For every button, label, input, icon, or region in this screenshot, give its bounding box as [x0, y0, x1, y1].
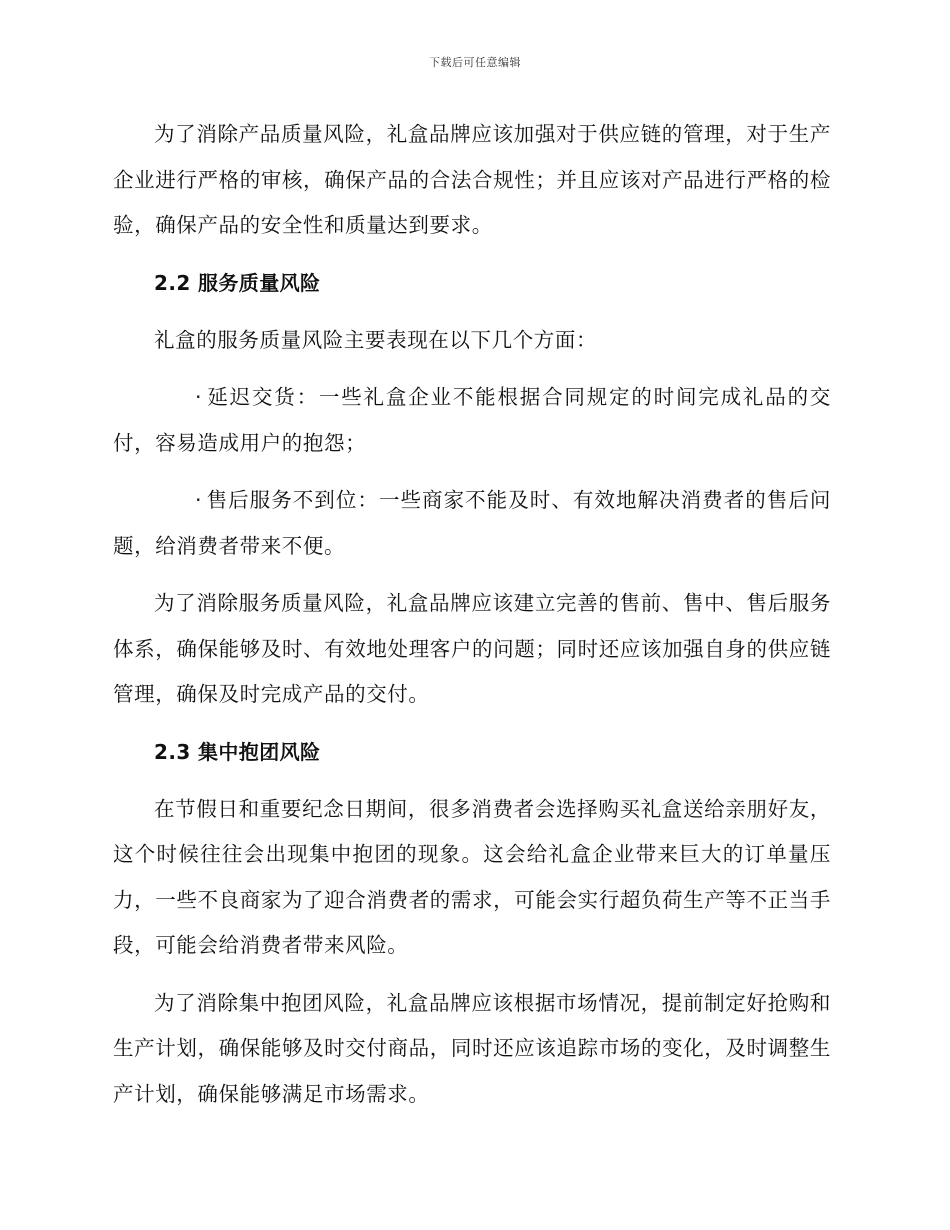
- document-body: [113, 112, 831, 1129]
- paragraph-service-risk-intro: 礼盒的服务质量风险主要表现在以下几个方面：: [154, 327, 598, 352]
- bullet-text: 延迟交货：一些礼盒企业不能根据合同规定的时间完成礼品的交付，容易造成用户的抱怨；: [113, 385, 831, 455]
- bullet-text: 售后服务不到位：一些商家不能及时、有效地解决消费者的售后问题，给消费者带来不便。: [113, 488, 831, 558]
- bullet-dot: ·: [195, 385, 203, 409]
- paragraph-group-risk-remedy: 为了消除集中抱团风险，礼盒品牌应该根据市场情况，提前制定好抢购和生产计划，确保能够及时交付商品，同时还应该追踪市场的变化，及时调整生产计划，确保能够满足市场需求。: [113, 990, 831, 1106]
- paragraph-group-risk-description: 在节假日和重要纪念日期间，很多消费者会选择购买礼盒送给亲朋好友，这个时候往往会出现集中抱团的现象。这会给礼盒企业带来巨大的订单量压力，一些不良商家为了迎合消费者的需求，可能会实行超负荷生产等不正当手段，可能会给消费者带来风险。: [113, 796, 831, 957]
- bullet-item-late-delivery: [113, 375, 831, 466]
- header-note: 下载后可任意编辑: [429, 56, 521, 69]
- bullet-dot: ·: [195, 488, 203, 512]
- section-heading-2-2: 2.2 服务质量风险: [154, 270, 321, 295]
- section-heading-2-3: 2.3 集中抱团风险: [154, 739, 321, 764]
- bullet-item-after-sales: [113, 478, 831, 569]
- paragraph-product-quality-remedy: 为了消除产品质量风险，礼盒品牌应该加强对于供应链的管理，对于生产企业进行严格的审核，确保产品的合法合规性；并且应该对产品进行严格的检验，确保产品的安全性和质量达到要求。: [113, 122, 831, 237]
- paragraph-service-quality-remedy: 为了消除服务质量风险，礼盒品牌应该建立完善的售前、售中、售后服务体系，确保能够及时、有效地处理客户的问题；同时还应该加强自身的供应链管理，确保及时完成产品的交付。: [113, 591, 831, 706]
